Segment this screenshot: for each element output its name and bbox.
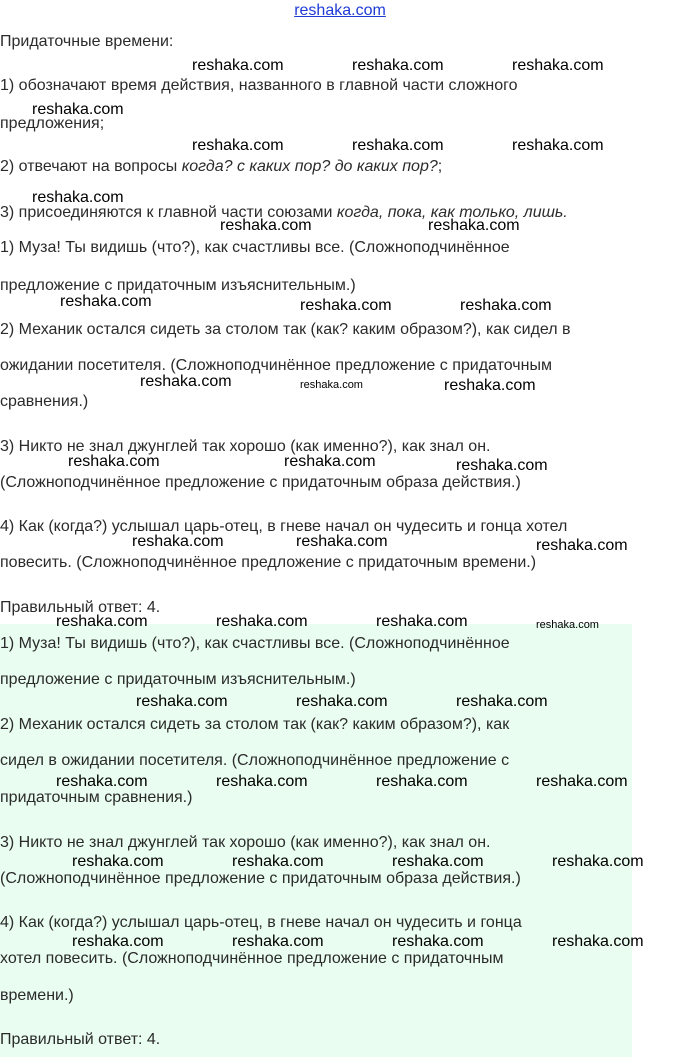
solution-option-4-line-1: 4) Как (когда?) услышал царь-отец, в гневе начал он чудесить и гонца — [0, 914, 522, 931]
watermark: reshaka.com — [512, 57, 604, 74]
watermark: reshaka.com — [232, 933, 324, 950]
solution-option-1-line-1: 1) Муза! Ты видишь (что?), как счастливы все. (Сложноподчинённое — [0, 635, 510, 652]
watermark: reshaka.com — [216, 613, 308, 630]
watermark: reshaka.com — [352, 137, 444, 154]
definition-point-3-conjunctions: когда, пока, как только, лишь. — [336, 204, 568, 221]
watermark: reshaka.com — [32, 189, 124, 206]
option-1-line-1: 1) Муза! Ты видишь (что?), как счастливы все. (Сложноподчинённое — [0, 239, 510, 256]
option-1-line-2: предложение с придаточным изъяснительным.) — [0, 277, 356, 294]
solution-correct-answer: Правильный ответ: 4. — [0, 1031, 161, 1048]
definition-point-3-prefix: 3) присоединяются к главной части союзами — [0, 204, 337, 221]
option-3-line-1: 3) Никто не знал джунглей так хорошо (как именно?), как знал он. — [0, 438, 491, 455]
watermark: reshaka.com — [428, 217, 520, 234]
watermark: reshaka.com — [220, 217, 312, 234]
watermark: reshaka.com — [56, 613, 148, 630]
definition-point-2-questions: когда? с каких пор? до каких пор? — [181, 158, 438, 175]
correct-answer: Правильный ответ: 4. — [0, 599, 161, 616]
option-4-line-2: повесить. (Сложноподчинённое предложение с придаточным времени.) — [0, 554, 537, 571]
watermark: reshaka.com — [444, 377, 536, 394]
watermark: reshaka.com — [296, 533, 388, 550]
watermark: reshaka.com — [68, 453, 160, 470]
watermark: reshaka.com — [32, 101, 124, 118]
watermark: reshaka.com — [536, 619, 599, 631]
watermark: reshaka.com — [296, 693, 388, 710]
watermark: reshaka.com — [72, 933, 164, 950]
watermark: reshaka.com — [192, 57, 284, 74]
option-2-line-1: 2) Механик остался сидеть за столом так (как? каким образом?), как сидел в — [0, 321, 571, 338]
solution-option-3-line-2: (Сложноподчинённое предложение с придаточным образа действия.) — [0, 870, 521, 887]
watermark: reshaka.com — [72, 853, 164, 870]
watermark: reshaka.com — [460, 297, 552, 314]
watermark: reshaka.com — [552, 853, 644, 870]
watermark: reshaka.com — [132, 533, 224, 550]
option-2-line-2: ожидании посетителя. (Сложноподчинённое предложение с придаточным — [0, 357, 552, 374]
watermark: reshaka.com — [60, 293, 152, 310]
option-4-line-1: 4) Как (когда?) услышал царь-отец, в гневе начал он чудесить и гонца хотел — [0, 518, 568, 535]
solution-option-1-line-2: предложение с придаточным изъяснительным.) — [0, 671, 356, 688]
watermark: reshaka.com — [136, 693, 228, 710]
solution-option-2-line-3: придаточным сравнения.) — [0, 789, 193, 806]
watermark: reshaka.com — [192, 137, 284, 154]
watermark: reshaka.com — [536, 537, 628, 554]
watermark: reshaka.com — [56, 773, 148, 790]
watermark: reshaka.com — [392, 853, 484, 870]
watermark: reshaka.com — [376, 773, 468, 790]
watermark: reshaka.com — [536, 773, 628, 790]
watermark: reshaka.com — [300, 297, 392, 314]
option-3-line-2: (Сложноподчинённое предложение с придаточным образа действия.) — [0, 474, 521, 491]
definition-point-2 — [0, 157, 442, 176]
watermark: reshaka.com — [392, 933, 484, 950]
watermark: reshaka.com — [216, 773, 308, 790]
definition-point-2-suffix: ; — [437, 158, 443, 175]
option-2-line-3: сравнения.) — [0, 393, 89, 410]
watermark: reshaka.com — [352, 57, 444, 74]
watermark: reshaka.com — [284, 453, 376, 470]
solution-option-2-line-2: сидел в ожидании посетителя. (Сложноподчинённое предложение с — [0, 752, 510, 769]
watermark: reshaka.com — [232, 853, 324, 870]
definition-point-1-cont: предложения; — [0, 115, 105, 132]
solution-option-2-line-1: 2) Механик остался сидеть за столом так (как? каким образом?), как — [0, 716, 510, 733]
site-link[interactable]: reshaka.com — [294, 2, 386, 19]
watermark: reshaka.com — [552, 933, 644, 950]
watermark: reshaka.com — [512, 137, 604, 154]
solution-option-3-line-1: 3) Никто не знал джунглей так хорошо (как именно?), как знал он. — [0, 834, 491, 851]
definition-title: Придаточные времени: — [0, 33, 174, 50]
watermark: reshaka.com — [376, 613, 468, 630]
solution-option-4-line-3: времени.) — [0, 987, 74, 1004]
definition-point-2-prefix: 2) отвечают на вопросы — [0, 158, 182, 175]
watermark: reshaka.com — [456, 693, 548, 710]
watermark: reshaka.com — [300, 379, 363, 391]
solution-option-4-line-2: хотел повесить. (Сложноподчинённое предложение с придаточным — [0, 950, 504, 967]
watermark: reshaka.com — [456, 457, 548, 474]
watermark: reshaka.com — [140, 373, 232, 390]
definition-point-1: 1) обозначают время действия, названного в главной части сложного — [0, 77, 518, 94]
